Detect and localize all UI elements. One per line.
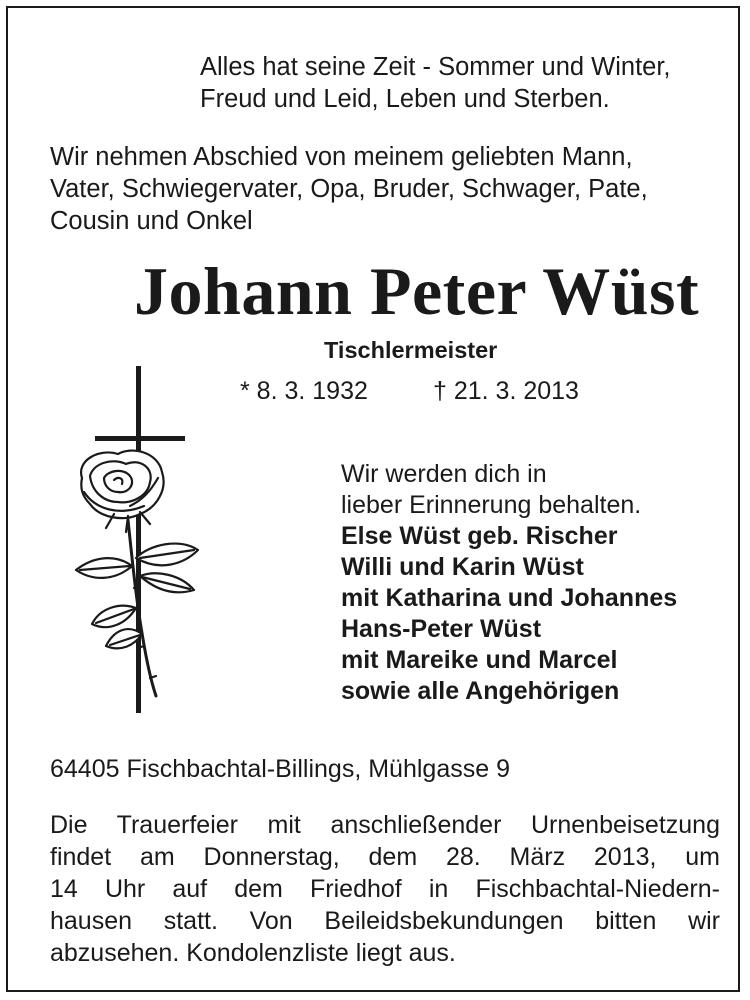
intro-line-1: Wir nehmen Abschied von meinem geliebten Mann,: [50, 143, 633, 171]
family-line-1: Wir werden dich in: [341, 460, 547, 488]
profession: Tischlermeister: [324, 337, 498, 363]
funeral-line: findet am Donnerstag, dem 28. März 2013, um: [50, 843, 720, 871]
death-date: † 21. 3. 2013: [433, 377, 579, 405]
cross-bar: [95, 436, 185, 441]
rose-icon: [70, 448, 210, 698]
funeral-line: 14 Uhr auf dem Friedhof in Fischbachtal-Niedern-: [50, 875, 720, 903]
family-member: mit Katharina und Johannes: [341, 584, 678, 612]
motto-line-1: Alles hat seine Zeit - Sommer und Winter,: [200, 53, 671, 81]
family-member: sowie alle Angehörigen: [341, 677, 620, 705]
funeral-line: abzusehen. Kondolenzliste liegt aus.: [50, 939, 456, 967]
family-member: Willi und Karin Wüst: [341, 553, 584, 581]
funeral-line: hausen statt. Von Beileidsbekundungen bitten wir: [50, 907, 720, 935]
intro-line-3: Cousin und Onkel: [50, 207, 253, 235]
family-member: Hans-Peter Wüst: [341, 615, 542, 643]
funeral-line: Die Trauerfeier mit anschließender Urnenbeisetzung: [50, 811, 720, 839]
deceased-name: Johann Peter Wüst: [134, 253, 700, 329]
address: 64405 Fischbachtal-Billings, Mühlgasse 9: [50, 755, 510, 783]
family-member: Else Wüst geb. Rischer: [341, 522, 618, 550]
family-line-2: lieber Erinnerung behalten.: [341, 491, 642, 519]
intro-line-2: Vater, Schwiegervater, Opa, Bruder, Schwager, Pate,: [50, 175, 648, 203]
family-member: mit Mareike und Marcel: [341, 646, 618, 674]
motto-line-2: Freud und Leid, Leben und Sterben.: [200, 85, 610, 113]
birth-date: * 8. 3. 1932: [240, 377, 368, 405]
obituary-notice: [6, 6, 740, 992]
